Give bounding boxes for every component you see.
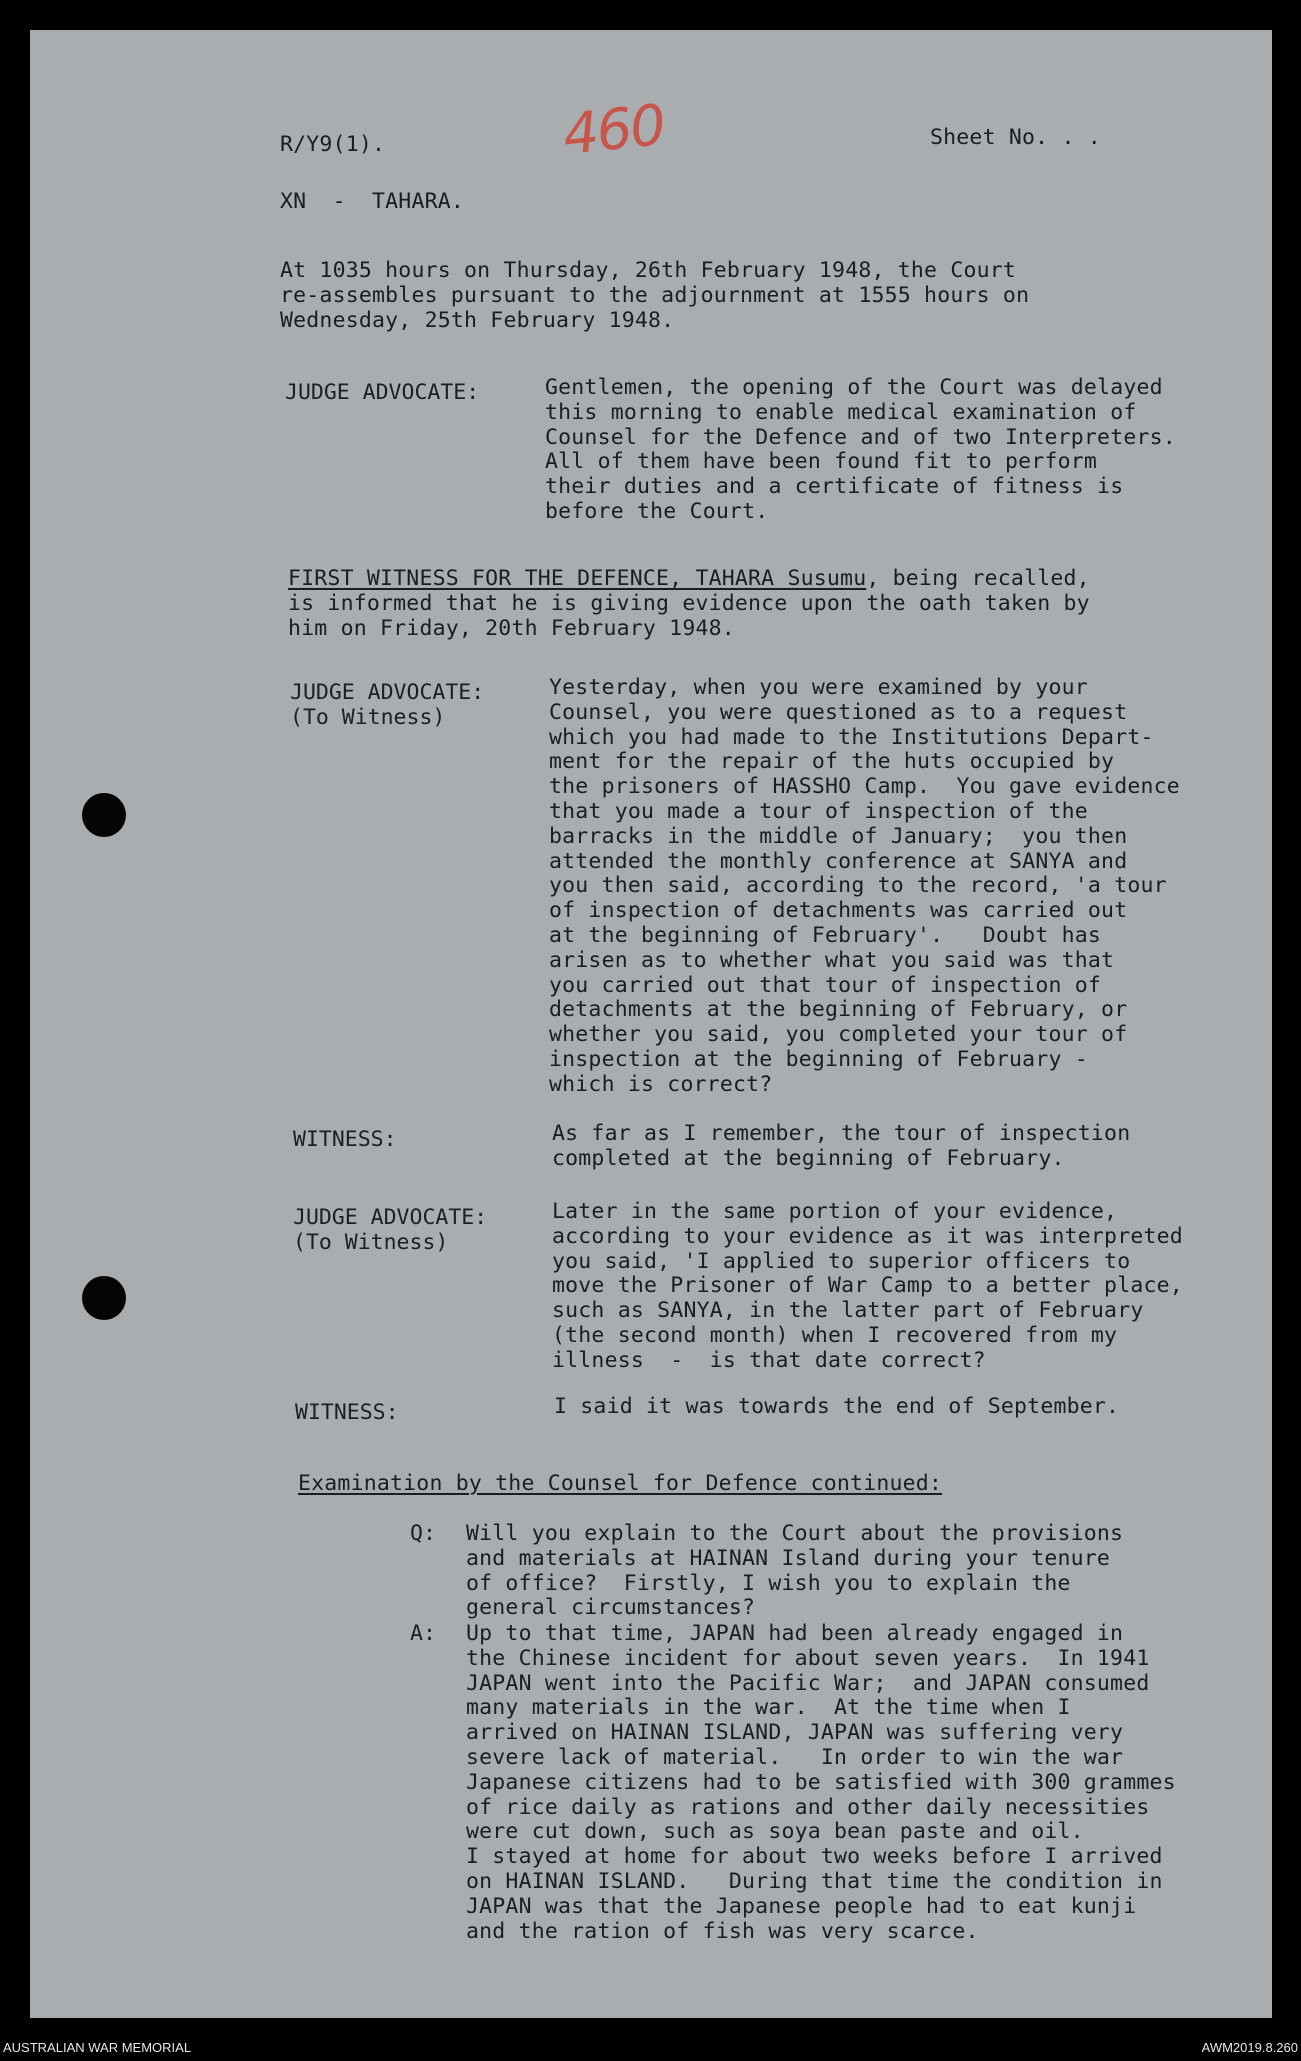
witness-answer: As far as I remember, the tour of inspection completed at the beginning of February. — [552, 1121, 1131, 1171]
speaker-witness: WITNESS: — [295, 1400, 399, 1425]
first-witness-heading: FIRST WITNESS FOR THE DEFENCE, TAHARA Susumu — [288, 566, 867, 591]
answer-label: A: — [410, 1621, 436, 1646]
section-heading: XN - TAHARA. — [280, 189, 465, 214]
answer-text: Up to that time, JAPAN had been already engaged in the Chinese incident for about seven years. In 1941 JAPAN went into the Pacific War; and JAPAN consumed many materials in the war. At the time when I arrived on HAINAN ISLAND, JAPAN was suffering very severe lack of material. In order to win the war Japanese citizens had to be satisfied with 300 grammes of rice daily as rations and other daily necessities were cut down, such as soya bean paste and oil. I stayed at home for about two weeks before I arrived on HAINAN ISLAND. During that time the condition in JAPAN was that the Japanese people had to eat kunji and the ration of fish was very scarce. — [466, 1621, 1176, 1944]
examination-heading: Examination by the Counsel for Defence continued: — [298, 1471, 943, 1496]
judge-advocate-question: Later in the same portion of your evidence, according to your evidence as it was interpreted you said, 'I applied to superior officers to move the Prisoner of War Camp to a better place, such as SANYA, in the latter part of February (the second month) when I recovered from my illness - is that date correct? — [552, 1199, 1183, 1373]
first-witness-paragraph: FIRST WITNESS FOR THE DEFENCE, TAHARA Susumu, being recalled, is informed that he is giving evidence upon the oath taken by him on Friday, 20th February 1948. — [288, 566, 1090, 641]
witness-answer: I said it was towards the end of September. — [554, 1394, 1120, 1419]
speaker-judge-advocate: JUDGE ADVOCATE: — [285, 380, 480, 405]
sheet-label: Sheet No. . . — [930, 125, 1101, 150]
footer-accession-number: AWM2019.8.260 — [1201, 2040, 1298, 2055]
document-page — [30, 30, 1272, 2018]
speaker-judge-advocate: JUDGE ADVOCATE: (To Witness) — [290, 680, 485, 730]
judge-advocate-question: Yesterday, when you were examined by your Counsel, you were questioned as to a request which you had made to the Institutions Depart- ment for the repair of the huts occupied by the prisoners of HASSHO Camp. You gave evidence that you made a tour of inspection of the barracks in the middle of January; you then attended the monthly conference at SANYA and you then said, according to the record, 'a tour of inspection of detachments was carried out at the beginning of February'. Doubt has arisen as to whether what you said was that you carried out that tour of inspection of detachments at the beginning of February, or whether you said, you completed your tour of inspection at the beginning of February - which is correct? — [549, 675, 1180, 1097]
footer-credit: AUSTRALIAN WAR MEMORIAL — [3, 2040, 192, 2055]
reference-number: R/Y9(1). — [280, 132, 386, 157]
sheet-number-stamp: 460 — [559, 92, 668, 169]
question-text: Will you explain to the Court about the provisions and materials at HAINAN Island during your tenure of office? Firstly, I wish you to explain the general circumstances? — [466, 1521, 1124, 1621]
question-label: Q: — [410, 1521, 436, 1546]
judge-advocate-statement: Gentlemen, the opening of the Court was delayed this morning to enable medical examination of Counsel for the Defence and of two Interpreters. All of them have been found fit to perform their duties and a certificate of fitness is before the Court. — [545, 375, 1176, 524]
punch-hole — [82, 793, 126, 837]
opening-paragraph: At 1035 hours on Thursday, 26th February 1948, the Court re-assembles pursuant to the adjournment at 1555 hours on Wednesday, 25th February 1948. — [280, 258, 1030, 333]
punch-hole — [82, 1276, 126, 1320]
speaker-judge-advocate: JUDGE ADVOCATE: (To Witness) — [293, 1205, 488, 1255]
speaker-witness: WITNESS: — [293, 1127, 397, 1152]
